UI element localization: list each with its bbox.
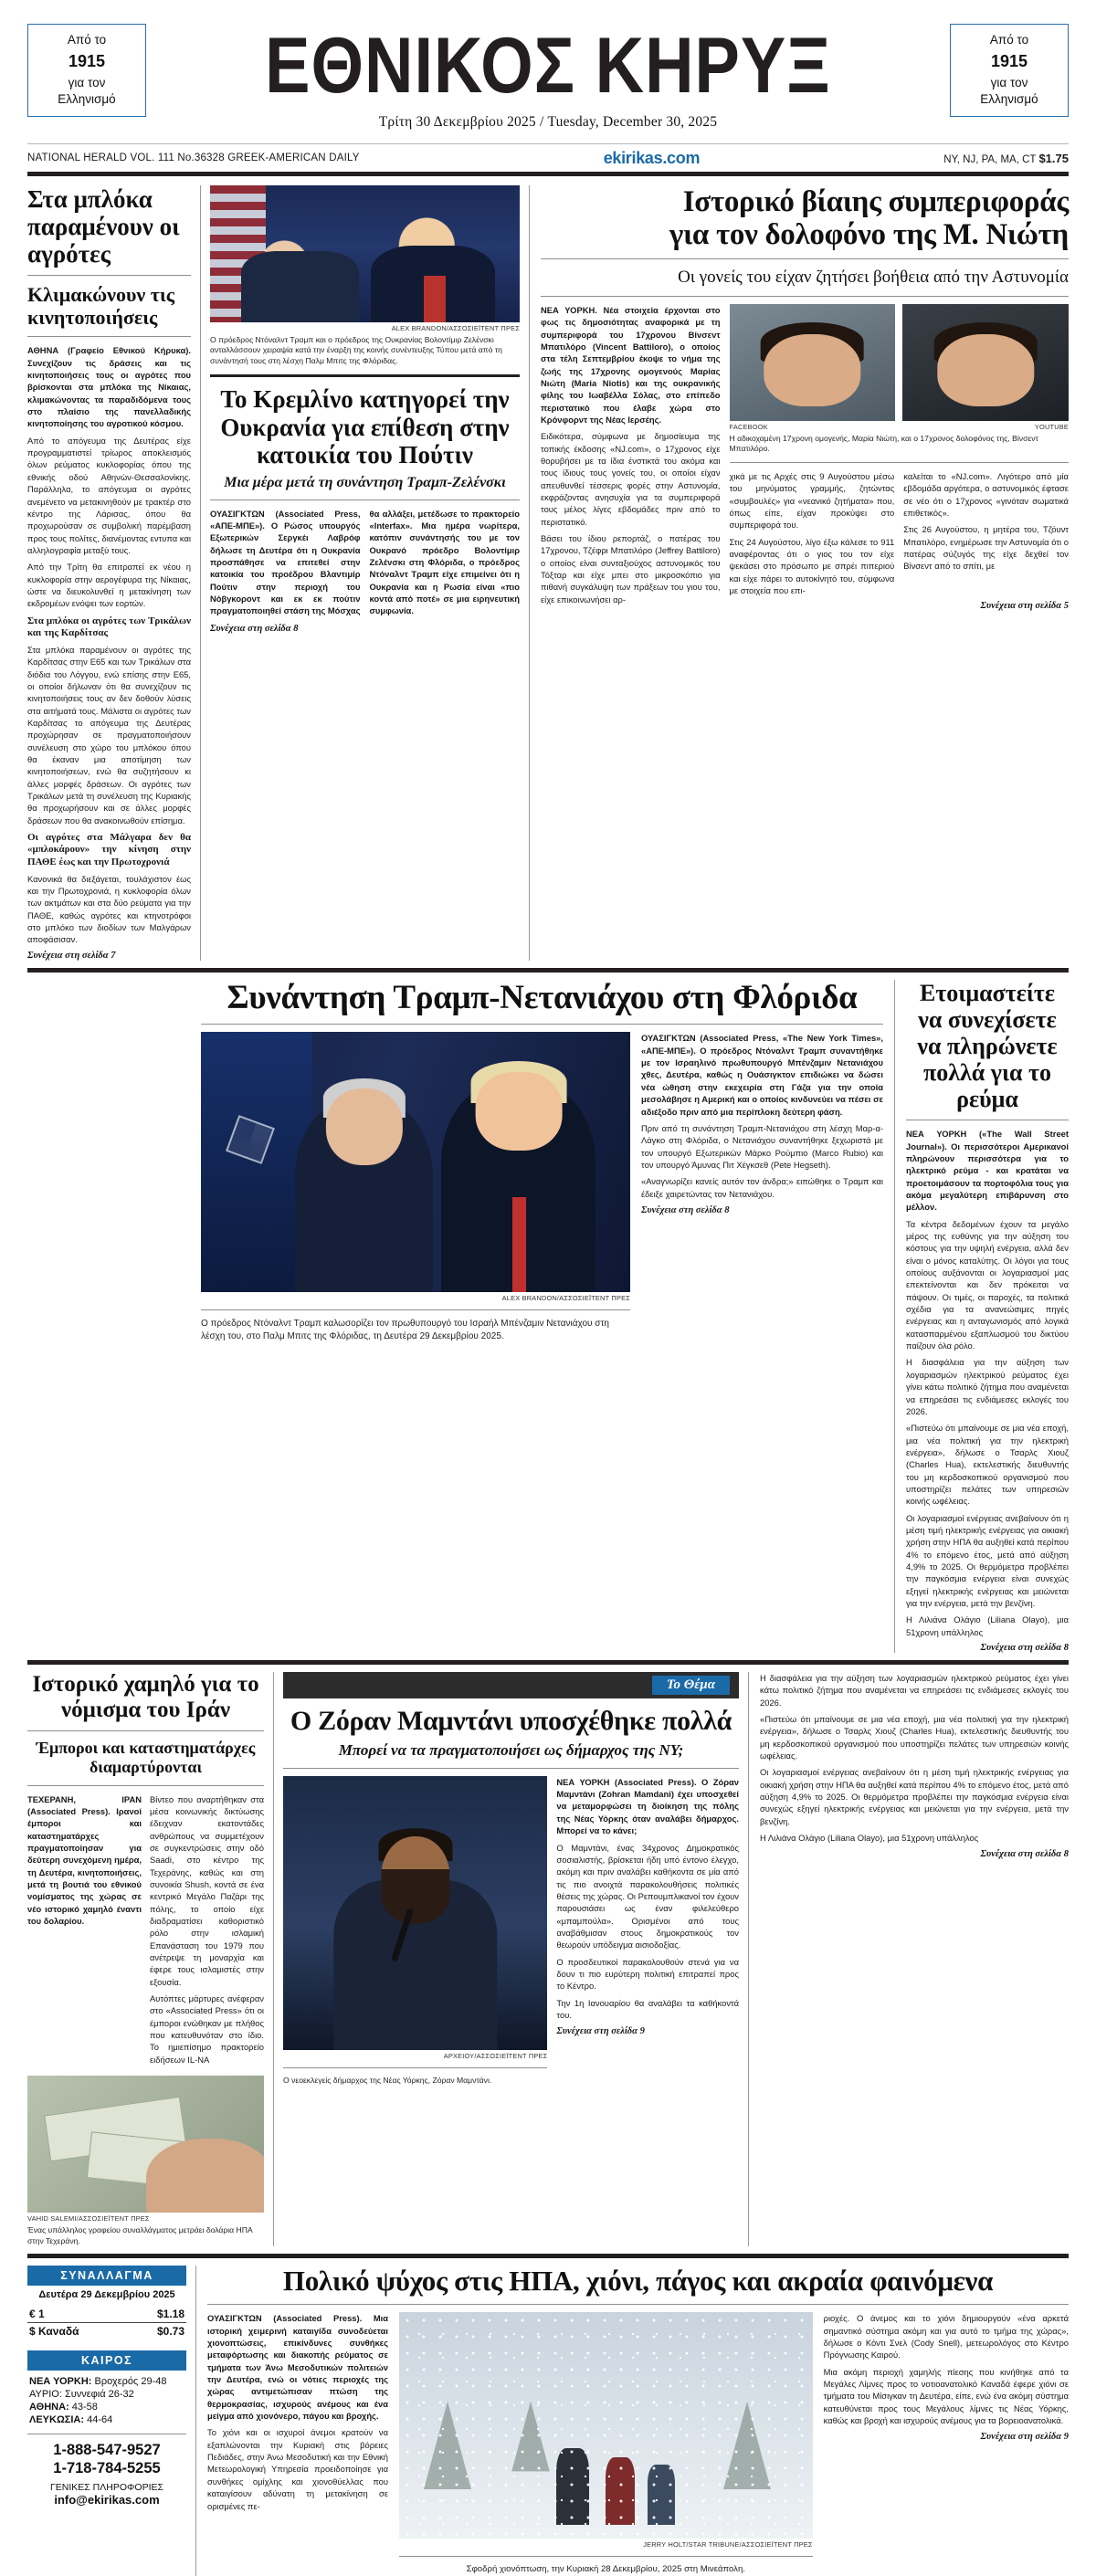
utility-boxes bbox=[27, 2266, 196, 2576]
niotis-c1-p0: ΝΕΑ ΥΟΡΚΗ. Νέα στοιχεία έρχονται στο φως τις δημοσιότητας αναφορικά με τη συμπεριφορά του 17χρονου Βίνσεντ Μπατιλόρο (Vincent Battiloro), ο οποίος στα τέλη Σεπτεμβρίου έκοψε το νήμα της ζωής της 17χρονης ομογενούς Μαρίας Νιώτη (Maria Niotis) και της ουκρανικής φίλης του Ιωαβέλλα Σόλας, στο επίπεδο περιστατικό που έλαβε χώρα στο Κρόνφορντ της Νέας Ιερσέης. bbox=[541, 304, 721, 425]
farmers-subhead-2: Στα μπλόκα οι αγρότες των Τρικάλων και της Καρδίτσας bbox=[27, 615, 191, 638]
masthead-date: Τρίτη 30 Δεκεμβρίου 2025 / Tuesday, December 30, 2025 bbox=[378, 113, 718, 130]
iran-headline[interactable]: Ιστορικό χαμηλό για το νόμισμα του Ιράν bbox=[32, 1672, 259, 1723]
snow-c1-p1: Το χιόνι και οι ισχυροί άνεμοι κρατούν να εξαπλώνονται την Κυριακή στις βόρειες Πεδιάδες, στην Άνω Μεσοδυτική και την Εθνική Μετεωρολογική Υπηρεσία προειδοποίησε για συνθήκες ομίχλης και χιονοθύελλας που καταιγίσουν αδύνατη τη μετακίνηση σε ορισμένες πε- bbox=[207, 2427, 389, 2511]
info-bar bbox=[27, 144, 1069, 172]
theme-body bbox=[556, 1776, 739, 2087]
theme-banner bbox=[283, 1672, 739, 1698]
farmers-para-1: Από το απόγευμα της Δευτέρας είχε προγραμματιστεί τρίωρος αποκλεισμός όλων ρεύματος κυκλοφορίας όπου της εθνικής οδού Αθηνών-Θεσσαλονίκης. Παράλληλα, το απόγευμα οι αγρότες ανεμένετο να μετακινηθούν με τρακτέρ στο κέντρο της Λάρισας, όπου θα προχωρούσαν σε συμβολική παρέμβαση προς τους πολίτες, διανέμοντας εντυπα και αλληλογραφία μεταξύ τους. bbox=[27, 435, 191, 555]
website-link[interactable]: ekirikas.com bbox=[603, 148, 701, 167]
farmers-para-0: ΑΘΗΝΑ (Γραφείο Εθνικού Κήρυκα). Συνεχίζουν τις δράσεις και τις κινητοποιήσεις τους οι αγρότες που βρίσκονται στα μπλόκα της Νίκαιας, κλιμακώνοντας τα παραδιδόμενα τους στο πλαίσιο της πανελλαδικής κινητοποίησης του αγροτικού κόσμου. bbox=[27, 345, 191, 429]
niotis-c2-p2: καλείται το «NJ.com». Λιγότερο από μία εβδομάδα αργότερα, ο αστυνομικός έφτασε σε νέο ότι ο 17χρονος «γινόταν σωματικά επιθετικός». bbox=[903, 471, 1069, 519]
niotis-col-2 bbox=[730, 470, 1069, 596]
florida-p1: Πριν από τη συνάντηση Τραμπ-Νετανιάχου στη λέσχη Μαρ-α-Λάγκο στη Φλόριδα, ο Νετανιάχου συναντήθηκε ξεχωριστά με τον υπουργό Εξωτερικών Μάρκο Ρούμπιο (Marco Rubio) και τον υπουργό Άμυνας Πιτ Χέγκσεθ (Pete Hegseth). bbox=[641, 1122, 883, 1170]
theme-continuation[interactable]: Συνέχεια στη σελίδα 9 bbox=[556, 2026, 645, 2037]
florida-photo-caption: Ο πρόεδρος Ντόναλντ Τραμπ καλωσορίζει τον πρωθυπουργό του Ισραήλ Μπένζαμιν Νετανιάχου στη λέσχη του, στο Παλμ Μπιτς της Φλόριδας, τη Δευτέρα 29 Δεκεμβρίου 2025. bbox=[201, 1319, 609, 1341]
niotis-c1-p2: Βάσει του ίδιου ρεπορτάζ, ο πατέρας του 17χρονου, Τζέφρι Μπατιλόρο (Jeffrey Battiloro) ο οποίος είναι συνταξιούχος αστυνομικός του Τόξταρ και είχε μπει στο μικροσκόπιο για πιθανή συγκάλυψη των πράξεων του γιου του, είχε επικοινωνήσει αρ- bbox=[541, 533, 721, 605]
niotis-rule-3 bbox=[730, 462, 1069, 463]
electricity-continuation[interactable]: Συνέχεια στη σελίδα 8 bbox=[980, 1643, 1069, 1654]
kremlin-rule-2 bbox=[210, 499, 520, 500]
kremlin-rule bbox=[210, 374, 520, 377]
iran-subhead: Έμποροι και καταστηματάρχες διαμαρτύρονται bbox=[36, 1739, 256, 1777]
snow-c2-p1: Μια ακόμη περιοχή χαμηλής πίεσης που κινήθηκε από τα Μεγάλες Λίμνες προς το νοτιοανατολικό Καναδά έφερε χιόνι σε τμήματα του Μίσιγκαν τη Δευτέρα, είπε, ενώ ένα ακόμη σύστημα κατευθύνεται προς τους Μεγάλους λίμνες τις Νέας Υόρκης, καθώς και βροχή και ισχυρούς ανέμους για τα βορειοανατολικά. bbox=[823, 2366, 1069, 2426]
theme-p3: Την 1η Ιανουαρίου θα αναλάβει τα καθήκοντά του. bbox=[556, 1997, 739, 2020]
kremlin-continuation[interactable]: Συνέχεια στη σελίδα 8 bbox=[210, 624, 299, 635]
theme-photo-block bbox=[283, 1776, 547, 2087]
florida-p0: ΟΥΑΣΙΓΚΤΩΝ (Associated Press, «The New York Times», «ΑΠΕ-ΜΠΕ»). Ο πρόεδρος Ντόναλντ Τραμπ συναντήθηκε με τον Ισραηλινό πρωθυπουργό Μπένζαμιν Νετανιάχου χθες, Δευτέρα, καθώς η Ουάσιγκτον επιδιώκει να δώσει νέα ώθηση στην εκεχειρία στη Γάζα για την οποία μεσολάβησε η Αμερική και ο οποίος κινδυνεύει να πέσει σε αδιέξοδο πριν από μια περίπλοκη δεύτερη φάση. bbox=[641, 1033, 883, 1117]
farmers-para-2: Από την Τρίτη θα επιτραπεί εκ νέου η κυκλοφορία στην αερογέφυρα της Νίκαιας, ώστε να διευκολυνθεί η μετακίνηση των εκδρομέων ενόψει των εορτών. bbox=[27, 562, 191, 609]
electricity-p0: ΝΕΑ ΥΟΡΚΗ («The Wall Street Journal»). Οι περισσότεροι Αμερικανοί πληρώνουν περισσότερα για το ηλεκτρικό ρεύμα - και κρατάται να προετοιμάσουν τα πορτοφόλια τους για ακόμα μεγαλύτερη επιβάρυνση στο μέλλον. bbox=[906, 1129, 1069, 1213]
snow-continuation[interactable]: Συνέχεια στη σελίδα 9 bbox=[980, 2432, 1069, 2443]
electricity-p4: Οι λογαριασμοί ενέργειας ανεβαίνουν ότι η μέση τιμή ηλεκτρικής ενέργειας για οικιακή χρήση στην ΗΠΑ θα αυξηθεί κατά περίπου 4% το επόμενο έτος, μετά από αύξηση 4,9% το 2025. Οι θερμόμετρα προβλέπει την παγκόσμια ενέργεια είναι συνεχώς εξηγεί ηλεκτρικής ενέργειας και μειώνεται για την ενέργεια, μετά την βενζίνη. bbox=[906, 1512, 1069, 1609]
page-title: ΕΘΝΙΚΟΣ ΚΗΡΥΞ bbox=[265, 21, 831, 110]
weather-city-tomorrow: ΑΥΡΙΟ: bbox=[29, 2389, 62, 2401]
price-amount: $1.75 bbox=[1038, 151, 1069, 165]
florida-body bbox=[641, 1032, 883, 1342]
snow-article bbox=[196, 2266, 1069, 2576]
iran-photo-caption: Ένας υπάλληλος γραφείου συναλλάγματος μετράει δολάρια ΗΠΑ στην Τεχεράνη. bbox=[27, 2225, 253, 2245]
florida-rule bbox=[201, 1024, 883, 1025]
left-badge-line4: Ελληνισμό bbox=[58, 91, 116, 106]
kremlin-article bbox=[201, 185, 530, 961]
theme-row bbox=[283, 1776, 739, 2087]
contact-email[interactable]: info@ekirikas.com bbox=[54, 2492, 160, 2507]
vincent-battiloro-photo bbox=[902, 304, 1069, 421]
phone-secondary[interactable]: 1-718-784-5255 bbox=[53, 2460, 161, 2477]
florida-article bbox=[201, 980, 895, 1653]
snow-c1-p0: ΟΥΑΣΙΓΚΤΩΝ (Associated Press). Μια ιστορική χειμερινή καταιγίδα συνοδεύεται χιονοπτώσεις, επικίνδυνες συνθήκες μεταφόρτωσης και διακοπής ρεύματος σε τμήματα των Άνω Μεσοδυτικών πολιτειών την Δευτέρα, ενώ οι νότιες περιοχές της χώρας αντιμετώπισαν πτώση της θερμοκρασίας, ισχυρούς ανέμους και ένα μείγμα από χιονόνερο, πάγου και βροχής. bbox=[207, 2313, 389, 2422]
theme-subhead: Μπορεί να τα πραγματοποιήσει ως δήμαρχος της ΝΥ; bbox=[338, 1741, 684, 1760]
florida-continuation[interactable]: Συνέχεια στη σελίδα 8 bbox=[641, 1204, 730, 1215]
electricity-cont-p3: Η Λιλιάνα Ολάγιο (Liliana Olayo), μια 51χρονη υπάλληλος bbox=[760, 1833, 979, 1844]
weather-val-tomorrow: Συννεφιά 26-32 bbox=[64, 2389, 134, 2401]
iran-photo-credit: VAHID SALEMI/ΑΣΣΟΣΙΕΪΤΕΝΤ ΠΡΕΣ bbox=[27, 2214, 150, 2224]
niotis-continuation[interactable]: Συνέχεια στη σελίδα 5 bbox=[980, 601, 1069, 612]
niotis-c2-p3: Στις 26 Αυγούστου, η μητέρα του, Τζόυντ Μπατιλόρο, ενημέρωσε την Αστυνομία ότι ο πατέρας σύζυγός της είχε δεχθεί τον Βίνσεντ από το σπίτι, με bbox=[903, 524, 1069, 572]
weather-lines bbox=[27, 2371, 186, 2426]
weather-city-nicosia: ΛΕΥΚΩΣΙΑ: bbox=[29, 2414, 85, 2426]
florida-row bbox=[201, 1032, 883, 1342]
niotis-rule bbox=[541, 258, 1069, 259]
farmers-article bbox=[27, 185, 201, 961]
niotis-photo-caption: Η αδικοχαμένη 17χρονη ομογενής, Μαρία Νιώτη, και ο 17χρονος δολοφόνος της, Βίνσεντ Μπατιλόρο. bbox=[729, 433, 1038, 454]
electricity-continued-body bbox=[760, 1672, 1069, 1844]
theme-photo-credit: ΑΡΧΕΙΟΥ/ΑΣΣΟΣΙΕΪΤΕΝΤ ΠΡΕΣ bbox=[443, 2051, 548, 2060]
niotis-article bbox=[530, 185, 1069, 961]
maria-photo-credit: FACEBOOK bbox=[729, 422, 768, 431]
snow-photo-caption: Σφοδρή χιονόπτωση, την Κυριακή 28 Δεκεμβρίου, 2025 στη Μινεάπολη. bbox=[466, 2564, 745, 2575]
niotis-c2-p0: χικά με τις Αρχές στις 9 Αυγούστου μέσω του μηνύματος γραμμής, ζητώντας «συμβουλές» για «νεανικό ζητήματα» που, όπως είπε, είχαν προκύψει στο συμπεριφορά του. bbox=[729, 471, 895, 531]
weather-val-athens: 43-58 bbox=[71, 2402, 98, 2413]
zelensky-photo-caption: Ο πρόεδρος Ντόναλντ Τραμπ και ο πρόεδρος της Ουκρανίας Βολοντίμιρ Ζελένσκι ανταλλάσσουν χειραψία κατά την έναρξη της κοινής συνέντευξης Τύπου μετά από τη συνάντησή τους στη λέσχη Παλμ Μπιτς της Φλόριδας. bbox=[210, 334, 502, 365]
snow-headline[interactable]: Πολικό ψύχος στις ΗΠΑ, χιόνι, πάγος και ακραία φαινόμενα bbox=[282, 2265, 994, 2297]
left-badge-line3: για τον bbox=[68, 75, 106, 89]
fx-box-date: Δευτέρα 29 Δεκεμβρίου 2025 bbox=[38, 2289, 175, 2301]
bottom-divider bbox=[27, 2254, 1069, 2258]
weather-line-tomorrow bbox=[27, 2388, 186, 2401]
fx-box-title: ΣΥΝΑΛΛΑΓΜΑ bbox=[27, 2266, 186, 2286]
iran-article bbox=[27, 1672, 274, 2246]
kremlin-subhead: Μια μέρα μετά τη συνάντηση Τραμπ-Ζελένσκι bbox=[224, 475, 506, 490]
bottom-section bbox=[27, 2266, 1069, 2576]
price-info bbox=[943, 152, 1069, 165]
general-info-block bbox=[27, 2482, 186, 2507]
general-info-label: ΓΕΝΙΚΕΣ ΠΛΗΡΟΦΟΡΙΕΣ bbox=[49, 2481, 163, 2493]
header-bottom-rule bbox=[27, 172, 1069, 176]
niotis-headline-line2[interactable]: για τον δολοφόνο της Μ. Νιώτη bbox=[669, 217, 1069, 251]
theme-rule bbox=[283, 1768, 739, 1769]
left-since-badge bbox=[27, 24, 146, 117]
niotis-photo-pair bbox=[730, 304, 1069, 431]
weather-box-title: ΚΑΙΡΟΣ bbox=[27, 2350, 186, 2371]
weather-val-ny: Βροχερός 29-48 bbox=[94, 2376, 167, 2388]
electricity-headline[interactable]: Ετοιμαστείτε να συνεχίσετε να πληρώνετε πολλά για το ρεύμα bbox=[917, 979, 1058, 1113]
lower-section bbox=[27, 1672, 1069, 2246]
price-regions: NY, NJ, PA, MA, CT bbox=[943, 153, 1037, 165]
masthead-title-wrap bbox=[146, 21, 950, 131]
electricity-cont-p1: «Πιστεύω ότι μπαίνουμε σε μια νέα εποχή, μια νέα πολιτική για την ηλεκτρική ενέργεια», δήλωσε ο Τσαρλς Χιουζ (Charles Hua), εκτελεστικής διευθυντής του μη κερδοσκοπικού οργανισμού που υποστηρίζει πελάτες των υπηρεσιών κοινής ωφέλειας. bbox=[760, 1714, 1069, 1761]
farmers-subhead-3: Οι αγρότες στα Μάλγαρα δεν θα «μπλοκάρουν» την κίνηση στην ΠΑΘΕ έως και την Πρωτοχρονιά bbox=[27, 832, 191, 867]
right-since-badge bbox=[950, 24, 1069, 117]
electricity-p5: Η Λιλιάνα Ολάγιο (Liliana Olayo), μια 51χρονη υπάλληλος bbox=[906, 1614, 1069, 1637]
kremlin-body bbox=[210, 508, 520, 620]
weather-city-athens: ΑΘΗΝΑ: bbox=[29, 2402, 69, 2413]
fx-row-cad bbox=[27, 2323, 186, 2339]
iran-c2-p0: Βίντεο που αναρτήθηκαν στα μέσα κοινωνικής δικτύωσης έδειχναν εκατοντάδες ανθρώπους να συμμετέχουν σε συγκεντρώσεις στην οδό Saadi, στο κέντρο της Τεχεράνης, καθώς και στη συνοικία Shush, κοντά σε ένα κεντρικό Μεγάλο Παζάρι της πόλης, το οποίο είχε διαδραματίσει καθοριστικό ρόλο στην ισλαμική Επανάσταση του 1979 που ανέτρεψε τη μοναρχία και έφερε τους ισλαμιστές στην εξουσία. bbox=[150, 1793, 264, 1987]
snow-col-2 bbox=[824, 2312, 1069, 2576]
fx-cad-value: $0.73 bbox=[156, 2325, 184, 2339]
top-section bbox=[27, 185, 1069, 961]
farmers-para-4: Κανονικά θα διεξάγεται, τουλάχιστον έως και την Πρωτοχρονιά, η κυκλοφορία όλων των ακτμάτων και στα δύο ρεύματα για την ΠΑΘΕ, καθώς αγρότες και κτηνοτρόφοι στο μπλόκο των διοδίων των Μαλγάρων αποφάσισαν. bbox=[27, 873, 191, 945]
niotis-photos-block bbox=[730, 304, 1069, 612]
electricity-cont-p0: Η διασφάλεια για την αύξηση των λογαριασμών ηλεκτρικού ρεύματος έχει γίνει κάτω πολιτικό ζήτημα που αναμένεται να επηρεάσει τις ενδιάμεσες εκλογές του 2026. bbox=[760, 1673, 1069, 1708]
florida-rule-2 bbox=[201, 1309, 630, 1310]
fx-euro-label: € 1 bbox=[29, 2308, 45, 2321]
florida-photo-credit: ALEX BRANDON/ΑΣΣΟΣΙΕΪΤΕΝΤ ΠΡΕΣ bbox=[501, 1294, 630, 1303]
mid-divider bbox=[27, 968, 1069, 973]
farmers-para-3: Στα μπλόκα παραμένουν οι αγρότες της Καρδίτσας στην Ε65 και των Τρικάλων στα διόδια του Λόγγου, ενώ επίσης στην Ε65, οι οποίοι δήλωναν ότι θα συνεχίζουν τις κινητοποιήσεις τους αν δεν δοθούν λύσεις στα αιτήματά τους. Μάλιστα οι αγρότες των Καρδίτσας το απόγευμα της Δευτέρας προχώρησαν σε πραγματοποιήσουν συνέλευση στο χώρο του μπλόκου όπου θα έκαναν μια αποτίμηση των κινητοποιήσεων, ενώ θα συζητήσουν κι άλλες μορφές δράσεων. Οι αγρότες των Τρικάλων μετά τη συνέλευση της Κυριακής θα προχωρήσουν και σε άλλες μορφές δράσεων που θα ανακοινωθούν επίσημα. bbox=[27, 644, 191, 825]
iran-rule bbox=[27, 1730, 264, 1731]
right-badge-line4: Ελληνισμό bbox=[980, 91, 1038, 106]
snow-photo-block bbox=[399, 2312, 813, 2576]
snow-c2-p0: ριοχές. Ο άνεμος και το χιόνι δημιουργούν «ένα αρκετά σημαντικό σύστημα ακόμη και για αυτό το τμήμα της χώρας», δήλωσε ο Κόντι Σνελ (Cody Snell), μετεωρολόγος στο Κέντρο Πρόγνωσης Καιρού. bbox=[823, 2313, 1069, 2360]
electricity-p3: «Πιστεύω ότι μπαίνουμε σε μια νέα εποχή, μια νέα πολιτική για την ηλεκτρική ενέργεια», δήλωσε ο Τσαρλς Χιουζ (Charles Hua), εκτελεστικής διευθυντής του μη κερδοσκοπικού οργανισμού που υποστηρίζει πελάτες των υπηρεσιών κοινής ωφέλειας. bbox=[906, 1423, 1069, 1507]
theme-p1: Ο Μαμντάνι, ένας 34χρονος Δημοκρατικός σοσιαλιστής, βρίσκεται ήδη υπό έντονο έλεγχο, ακόμη και πριν αναλάβει καθήκοντα σε μία από τις πιο ανοιχτά παρακολουθήσεις πολιτικές θέσεις της χώρας. Οι Ρεπουμπλικανοί τον έχουν παρουσιάσει ως έναν φιλελεύθερο «μπαμπούλα». Ορισμένοι από τους αναβάθμισαν στους δημοκρατικούς τον θεωρούν υπόδειγμα αισιοδοξίας. bbox=[556, 1842, 739, 1950]
vincent-photo-credit: YOUTUBE bbox=[1034, 422, 1070, 431]
fx-euro-value: $1.18 bbox=[156, 2308, 184, 2321]
electricity-continued-column bbox=[749, 1672, 1069, 2246]
farmers-continuation[interactable]: Συνέχεια στη σελίδα 7 bbox=[27, 950, 116, 961]
niotis-content-row bbox=[541, 304, 1069, 612]
electricity-continuation-2[interactable]: Συνέχεια στη σελίδα 8 bbox=[980, 1848, 1069, 1859]
iran-body bbox=[27, 1793, 264, 2071]
farmers-headline[interactable]: Στα μπλόκα παραμένουν οι αγρότες bbox=[27, 184, 180, 268]
electricity-p2: Η διασφάλεια για την αύξηση των λογαριασμών ηλεκτρικού ρεύματος έχει γίνει κάτω πολιτικό ζήτημα που αναμένεται να επηρεάσει τις ενδιάμεσες εκλογές του 2026. bbox=[906, 1357, 1069, 1416]
maria-niotis-photo bbox=[730, 304, 896, 421]
niotis-col-1 bbox=[541, 304, 721, 612]
fx-cad-label: $ Καναδά bbox=[29, 2325, 79, 2339]
iran-rule-2 bbox=[27, 1785, 264, 1786]
iran-currency-photo bbox=[27, 2076, 264, 2213]
snow-photo-credit: JERRY HOLT/STAR TRIBUNE/ΑΣΣΟΣΙΕΪΤΕΝΤ ΠΡΕΣ bbox=[643, 2540, 813, 2550]
kremlin-headline[interactable]: Το Κρεμλίνο κατηγορεί την Ουκρανία για επίθεση στην κατοικία του Πούτιν bbox=[220, 385, 510, 468]
phone-primary[interactable]: 1-888-547-9527 bbox=[53, 2442, 161, 2459]
mamdani-photo bbox=[283, 1776, 547, 2050]
fx-row-euro bbox=[27, 2306, 186, 2323]
niotis-c2-p1: Στις 24 Αυγούστου, λίγο έξω κάλεσε το 911 αναφέροντας ότι ο γιος του τον είχε ψεκάσει στο πρόσωπο με σπρέι πιπεριού και είχε πάρει το αυτοκίνητό του, σύμφωνα με στοιχεία που επι- bbox=[729, 536, 895, 596]
snowstorm-photo bbox=[399, 2312, 813, 2539]
iran-c1-p0: ΤΕΧΕΡΑΝΗ, ΙΡΑΝ (Associated Press). Ιρανοί έμποροι και καταστηματάρχες πραγματοποίησαν για δεύτερη συνεχόμενη ημέρα, τη Δευτέρα, κινητοποιήσεις, μετά τη βουτιά του εθνικού νομίσματος της χώρας σε νέο ιστορικό χαμηλό έναντι του δολαρίου. bbox=[27, 1793, 142, 1926]
left-badge-year: 1915 bbox=[68, 52, 106, 71]
farmers-body bbox=[27, 344, 191, 945]
niotis-c1-p1: Ειδικότερα, σύμφωνα με δημοσίευμα της τοπικής έκδοσης «NJ.com», ο 17χρονος είχε θορυβήσει με τα ίδια ένστικτά του ακόμα και τους ίδιους τους γονείς του, οι οποίοι είχαν απευθυνθεί τέσσερις φορές στην Αστυνομία, εκφράζοντας ανησυχία για τα συμπεριφορά τους μέλος λίγες εβδομάδες πριν από το περιστατικό. bbox=[541, 431, 721, 527]
theme-article bbox=[274, 1672, 749, 2246]
farmers-rule-2 bbox=[27, 336, 191, 337]
iran-c2-p1: Αυτόπτες μάρτυρες ανέφεραν στο «Associated Press» ότι οι έμποροι ενώθηκαν με πλήθος που κατευθυνόταν στο ίδιο. Το ημιεπίσημο πρακτορείο ειδήσεων IL-NA bbox=[150, 1993, 264, 2065]
weather-line-nicosia bbox=[27, 2413, 186, 2426]
masthead bbox=[27, 21, 1069, 131]
farmers-subhead: Κλιμακώνουν τις κινητοποιήσεις bbox=[27, 283, 174, 330]
weather-line-athens bbox=[27, 2401, 186, 2413]
theme-headline[interactable]: Ο Ζόραν Μαμντάνι υποσχέθηκε πολλά bbox=[290, 1706, 732, 1737]
theme-photo-caption: Ο νεοεκλεγείς δήμαρχος της Νέας Υόρκης, Ζόραν Μαμντάνι. bbox=[283, 2075, 492, 2085]
volume-info: NATIONAL HERALD VOL. 111 No.36328 GREEK-AMERICAN DAILY bbox=[27, 152, 360, 164]
middle-section bbox=[27, 980, 1069, 1653]
florida-headline[interactable]: Συνάντηση Τραμπ-Νετανιάχου στη Φλόριδα bbox=[227, 978, 858, 1016]
electricity-p1: Τα κέντρα δεδομένων έχουν τα μεγάλο μέρος της ευθύνης για την αύξηση του κόστους για την υψηλή ενέργεια, αλλά δεν είναι ο μόνος καταλύτης. Οι λόγοι για τους οποίους αυξάνονται οι λογαριασμοί μας επεκτείνονται και δεν πρόκειται να πάψουν. Οι τιμές, οι παροχές, τα πολιτικά σχέδια για τα ανανεώσιμες πηγές ενέργειας και η ανταγωνισμός από λογικά κατασπαρμένου εξαπλωσμού του δικτύου παίζουν όλα ρόλο. bbox=[906, 1218, 1069, 1351]
left-badge-line1: Από το bbox=[67, 33, 107, 47]
snow-rule bbox=[207, 2304, 1069, 2305]
theme-p2: Ο προσδευτικοί παρακολουθούν στενά για να δουν τι πιο ευρύτερη πολιτική επιτραπεί προς το Κέντρο. bbox=[556, 1956, 739, 1992]
florida-p2: «Αναγνωρίζει κανείς αυτόν τον άνδρα;» ειπώθηκε ο Τραμπ και έδειξε χαιρετώντας τον Νετανιάχου. bbox=[641, 1176, 883, 1199]
right-badge-line3: για τον bbox=[990, 75, 1028, 89]
right-badge-line1: Από το bbox=[989, 33, 1029, 47]
theme-label: Το Θέμα bbox=[652, 1676, 730, 1695]
right-badge-year: 1915 bbox=[990, 52, 1028, 71]
weather-val-nicosia: 44-64 bbox=[87, 2414, 113, 2426]
snow-rule-2 bbox=[399, 2556, 813, 2557]
kremlin-para-0: ΟΥΑΣΙΓΚΤΩΝ (Associated Press, «ΑΠΕ-ΜΠΕ»). Ο Ρώσος υπουργός Εξωτερικών Σεργκέι Λαβρόφ δήλωσε τη Δευτέρα ότι η Ουκρανία προσπάθησε να επιτεθεί στην κατοικία του προέδρου Βλαντιμίρ Πούτιν στην περιοχή του Νόβγκοροντ και εκ εκ πούτιν πραγματοποιηθεί στάση της Μόσχας θα αλλάξει, μετέδωσε το πρακτορείο «Interfax». Μια ημέρα νωρίτερα, κατόπιν συνάντησής του με τον Ουκρανό πρόεδρο Βολοντίμιρ Ζελένσκι στη Φλόριδα, ο πρόεδρος Ντόναλντ Τραμπ είχε επιμείνει ότι η Ουκρανία και η Ρωσία είναι «πιο κοντά από ποτέ» σε μια ειρηνευτική συμφωνία. bbox=[210, 508, 520, 616]
lower-divider bbox=[27, 1660, 1069, 1665]
zelensky-trump-photo bbox=[210, 185, 520, 322]
niotis-headline-line1[interactable]: Ιστορικό βίαιης συμπεριφοράς bbox=[682, 184, 1069, 218]
theme-rule-2 bbox=[283, 2067, 547, 2068]
electricity-body bbox=[906, 1128, 1069, 1638]
niotis-rule-2 bbox=[541, 296, 1069, 297]
niotis-deck: Οι γονείς του είχαν ζητήσει βοήθεια από την Αστυνομία bbox=[678, 268, 1069, 288]
trump-netanyahu-photo bbox=[201, 1032, 630, 1292]
farmers-rule bbox=[27, 275, 191, 276]
florida-photo-block bbox=[201, 1032, 630, 1342]
electricity-cont-p2: Οι λογαριασμοί ενέργειας ανεβαίνουν ότι η μέση τιμή ηλεκτρικής ενέργειας για οικιακή χρήση στην ΗΠΑ θα αυξηθεί κατά περίπου 4% το επόμενο έτος, μετά από αύξηση 4,9% το 2025. Οι θερμόμετρα προβλέπει την παγκόσμια ενέργεια είναι συνεχώς εξηγεί ηλεκτρικής ενέργειας και μειώνεται για την ενέργεια, μετά την βενζίνη. bbox=[760, 1767, 1069, 1826]
weather-city-ny: ΝΕΑ ΥΟΡΚΗ: bbox=[29, 2376, 92, 2388]
weather-line-ny bbox=[27, 2375, 186, 2388]
snow-col-1 bbox=[207, 2312, 388, 2576]
electricity-article bbox=[895, 980, 1069, 1653]
theme-p0: ΝΕΑ ΥΟΡΚΗ (Associated Press). Ο Ζόραν Μαμντάνι (Zohran Mamdani) έχει υποσχεθεί να μεταμορφώσει τη διοίκηση της πόλης της Νέας Υόρκης όταν αναλάβει δήμαρχος. Μπορεί να το κάνει; bbox=[556, 1776, 739, 1836]
zelensky-photo-credit: ALEX BRANDON/ΑΣΣΟΣΙΕΪΤΕΝΤ ΠΡΕΣ bbox=[391, 323, 520, 332]
snow-row bbox=[207, 2312, 1069, 2576]
